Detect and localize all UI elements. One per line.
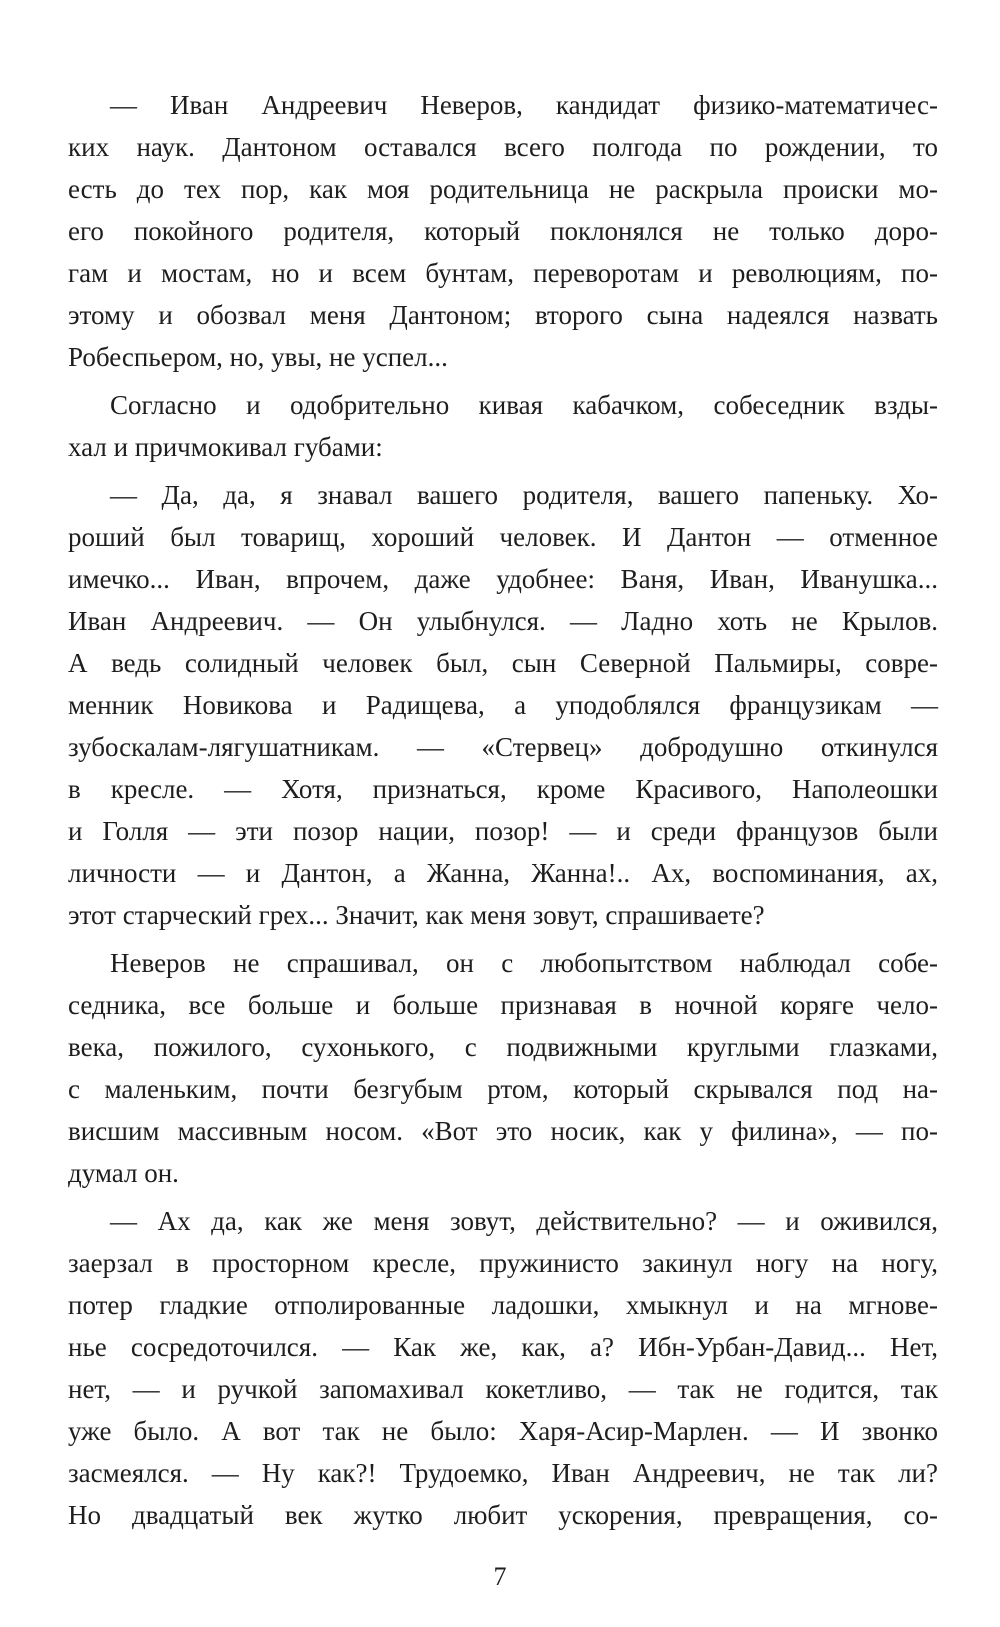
- text-line: его покойного родителя, который поклонялся не только доро-: [68, 216, 938, 246]
- page-number: 7: [493, 1562, 507, 1591]
- text-line: — Ах да, как же меня зовут, действительно? — и оживился,: [110, 1206, 938, 1236]
- text-line: нет, — и ручкой запомахивал кокетливо, — так не годится, так: [68, 1374, 938, 1404]
- text-line: уже было. А вот так не было: Харя-Асир-Марлен. — И звонко: [68, 1416, 938, 1446]
- text-line: — Иван Андреевич Неверов, кандидат физико-математичес-: [110, 90, 938, 120]
- text-line: Робеспьером, но, увы, не успел...: [68, 342, 448, 372]
- text-line: засмеялся. — Ну как?! Трудоемко, Иван Андреевич, не так ли?: [68, 1458, 938, 1488]
- text-line: менник Новикова и Радищева, а уподоблялся французикам —: [68, 690, 938, 720]
- text-line: седника, все больше и больше признавая в ночной коряге чело-: [68, 990, 938, 1020]
- text-line: этому и обозвал меня Дантоном; второго сына надеялся назвать: [68, 300, 938, 330]
- text-line: роший был товарищ, хороший человек. И Дантон — отменное: [68, 522, 938, 552]
- paragraph: [68, 384, 938, 468]
- text-line: потер гладкие отполированные ладошки, хмыкнул и на мгнове-: [68, 1290, 938, 1320]
- text-line: думал он.: [68, 1158, 179, 1188]
- text-line: Но двадцатый век жутко любит ускорения, превращения, со-: [68, 1500, 938, 1530]
- text-line: зубоскалам-лягушатникам. — «Стервец» добродушно откинулся: [68, 732, 938, 762]
- text-line: заерзал в просторном кресле, пружинисто закинул ногу на ногу,: [68, 1248, 938, 1278]
- text-line: ких наук. Дантоном оставался всего полгода по рождении, то: [68, 132, 938, 162]
- paragraph: [68, 942, 938, 1194]
- text-line: имечко... Иван, впрочем, даже удобнее: Ваня, Иван, Иванушка...: [68, 564, 938, 594]
- paragraph: [68, 84, 938, 378]
- text-line: Неверов не спрашивал, он с любопытством наблюдал собе-: [110, 948, 938, 978]
- body-text: [68, 84, 938, 1536]
- text-line: Согласно и одобрительно кивая кабачком, собеседник взды-: [110, 390, 938, 420]
- text-line: века, пожилого, сухонького, с подвижными круглыми глазками,: [68, 1032, 938, 1062]
- text-line: этот старческий грех... Значит, как меня зовут, спрашиваете?: [68, 900, 765, 930]
- text-line: А ведь солидный человек был, сын Северной Пальмиры, совре-: [68, 648, 938, 678]
- text-line: есть до тех пор, как моя родительница не раскрыла происки мо-: [68, 174, 938, 204]
- text-line: — Да, да, я знавал вашего родителя, вашего папеньку. Хо-: [110, 480, 938, 510]
- paragraph: [68, 474, 938, 936]
- text-line: гам и мостам, но и всем бунтам, переворотам и революциям, по-: [68, 258, 938, 288]
- text-line: и Голля — эти позор нации, позор! — и среди французов были: [68, 816, 938, 846]
- text-line: личности — и Дантон, а Жанна, Жанна!.. Ах, воспоминания, ах,: [68, 858, 938, 888]
- text-line: хал и причмокивал губами:: [68, 432, 383, 462]
- text-line: нье сосредоточился. — Как же, как, а? Ибн-Урбан-Давид... Нет,: [68, 1332, 938, 1362]
- text-line: в кресле. — Хотя, признаться, кроме Красивого, Наполеошки: [68, 774, 938, 804]
- text-line: висшим массивным носом. «Вот это носик, как у филина», — по-: [68, 1116, 938, 1146]
- text-line: с маленьким, почти безгубым ртом, который скрывался под на-: [68, 1074, 938, 1104]
- paragraph: [68, 1200, 938, 1536]
- text-line: Иван Андреевич. — Он улыбнулся. — Ладно хоть не Крылов.: [68, 606, 938, 636]
